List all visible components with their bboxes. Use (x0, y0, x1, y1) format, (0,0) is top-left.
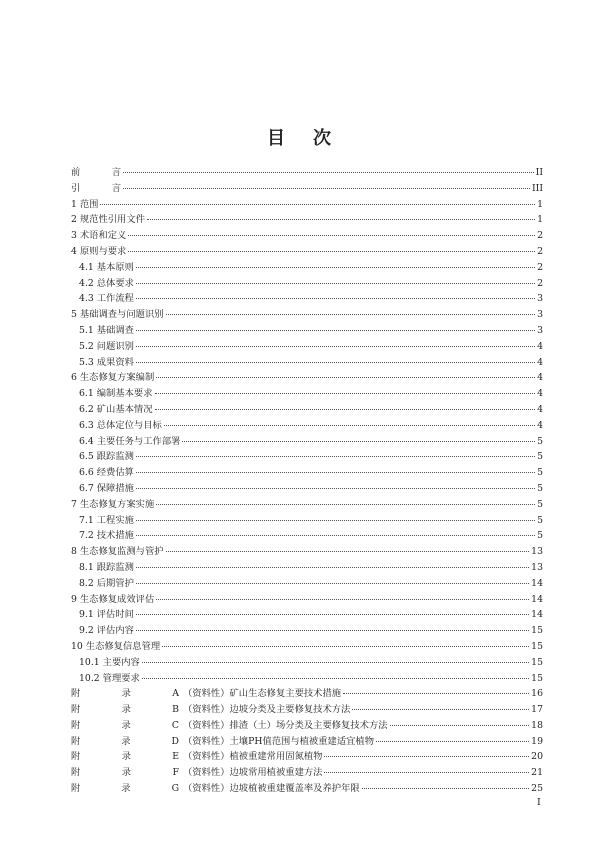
dot-leader (147, 219, 535, 220)
toc-entry-title: 10.2 管理要求 (79, 672, 140, 684)
toc-entry-title (71, 702, 350, 718)
toc-entry[interactable] (71, 655, 543, 671)
dot-leader (324, 756, 529, 757)
dot-leader (136, 614, 529, 615)
toc-entry[interactable] (71, 560, 543, 576)
toc-entry-page: 17 (531, 704, 543, 716)
toc-entry-title: 6.6 经费估算 (79, 467, 134, 479)
appendix-label-part: 附 (71, 783, 81, 795)
toc-entry-title: 9 生态修复成效评估 (71, 593, 155, 605)
toc-entry-title: 9.1 评估时间 (79, 609, 134, 621)
toc-entry[interactable] (71, 718, 543, 734)
toc-entry-title: 7.1 工程实施 (79, 514, 134, 526)
appendix-label-part: 录 (121, 719, 131, 731)
toc-entry[interactable] (71, 181, 543, 197)
toc-entry-title: 9.2 评估内容 (79, 625, 134, 637)
dot-leader (136, 520, 535, 521)
toc-entry[interactable] (71, 244, 543, 260)
toc-entry[interactable] (71, 702, 543, 718)
dot-leader (128, 235, 535, 236)
toc-entry-title: 1 范围 (71, 198, 99, 210)
toc-entry-page: 15 (531, 625, 543, 637)
dot-leader (136, 488, 535, 489)
toc-entry-page: 4 (537, 403, 543, 415)
toc-entry-title: 8 生态修复监测与管护 (71, 546, 164, 558)
toc-entry-page: 13 (531, 546, 543, 558)
toc-entry[interactable] (71, 497, 543, 513)
toc-entry-page: 5 (537, 482, 543, 494)
toc-entry-page: 20 (531, 751, 543, 763)
dot-leader (182, 441, 535, 442)
toc-entry-title: 10.1 主要内容 (79, 656, 140, 668)
dot-leader (324, 772, 529, 773)
appendix-title: （资料性）边坡常用植被重建方法 (183, 767, 323, 779)
appendix-title: （资料性）矿山生态修复主要技术措施 (183, 688, 342, 700)
dot-leader (136, 362, 535, 363)
toc-entry[interactable] (71, 212, 543, 228)
toc-entry-page: 18 (531, 719, 543, 731)
toc-entry[interactable] (71, 276, 543, 292)
toc-entry-title (71, 734, 374, 750)
appendix-label-part: 录 (121, 688, 131, 700)
toc-entry-title: 6.3 总体定位与目标 (79, 419, 162, 431)
dot-leader (343, 693, 529, 694)
toc-entry-title: 4 原则与要求 (71, 245, 127, 257)
toc-entry[interactable] (71, 197, 543, 213)
toc-entry-page: 3 (537, 309, 543, 321)
toc-entry-title: 6.1 编制基本要求 (79, 388, 153, 400)
toc-entry-page: 14 (531, 609, 543, 621)
dot-leader (166, 314, 536, 315)
appendix-label-part: A (172, 688, 179, 700)
appendix-label-part: 附 (71, 751, 81, 763)
appendix-label (71, 749, 179, 765)
appendix-label-part: B (172, 704, 179, 716)
toc-entry-title (71, 181, 121, 197)
toc-entry-title: 10 生态修复信息管理 (71, 640, 161, 652)
toc-entry[interactable] (71, 639, 543, 655)
appendix-title: （资料性）土壤PH值范围与植被重建适宜植物 (183, 735, 375, 747)
toc-entry[interactable] (71, 513, 543, 529)
appendix-label-part: 录 (121, 767, 132, 779)
appendix-label-part: G (171, 783, 179, 795)
toc-entry-page: 14 (531, 577, 543, 589)
appendix-title: （资料性）排渣（土）场分类及主要修复技术方法 (183, 719, 388, 731)
toc-entry[interactable] (71, 228, 543, 244)
dot-leader (136, 456, 535, 457)
dot-leader (136, 330, 535, 331)
toc-entry-title: 5 基础调查与问题识别 (71, 309, 164, 321)
toc-entry-page: 15 (531, 672, 543, 684)
toc-entry[interactable] (71, 307, 543, 323)
appendix-label-part: D (171, 735, 179, 747)
appendix-label-part: 附 (71, 735, 81, 747)
toc-entry-title: 6.7 保障措施 (79, 482, 134, 494)
appendix-label (71, 781, 179, 797)
toc-entry-page: II (535, 167, 543, 178)
toc-entry-title: 6.2 矿山基本情况 (79, 403, 153, 415)
table-of-contents (71, 165, 543, 797)
dot-leader (136, 630, 529, 631)
toc-entry-title: 3 术语和定义 (71, 230, 127, 242)
toc-entry-title-char: 前 (71, 167, 81, 178)
toc-entry[interactable] (71, 592, 543, 608)
toc-entry-title-char: 言 (111, 182, 121, 194)
toc-entry[interactable] (71, 418, 543, 434)
toc-entry[interactable] (71, 465, 543, 481)
toc-entry[interactable] (71, 686, 543, 702)
toc-entry-page: 16 (531, 688, 543, 700)
dot-leader (123, 188, 530, 189)
toc-entry-title (71, 718, 388, 734)
toc-entry-page: 15 (531, 640, 543, 652)
toc-entry-page: 4 (537, 372, 543, 384)
toc-entry-page: 13 (531, 561, 543, 573)
appendix-label (71, 734, 179, 750)
toc-entry-title (71, 686, 341, 702)
dot-leader (136, 267, 535, 268)
toc-entry-page: 5 (537, 530, 543, 542)
toc-entry[interactable] (71, 576, 543, 592)
toc-entry[interactable] (71, 386, 543, 402)
appendix-title: （资料性）边坡分类及主要修复技术方法 (183, 704, 351, 716)
dot-leader (136, 283, 535, 284)
dot-leader (136, 535, 535, 536)
dot-leader (362, 788, 530, 789)
toc-entry-title: 4.2 总体要求 (79, 277, 134, 289)
dot-leader (155, 393, 536, 394)
appendix-label-part: 录 (121, 735, 131, 747)
toc-entry-title: 4.3 工作流程 (79, 293, 134, 305)
toc-entry[interactable] (71, 607, 543, 623)
toc-entry-title: 2 规范性引用文件 (71, 214, 145, 226)
toc-entry-page: 5 (537, 514, 543, 526)
toc-entry-title-char: 引 (71, 182, 81, 194)
toc-entry[interactable] (71, 765, 543, 781)
appendix-label-part: 附 (71, 704, 81, 716)
toc-entry-title: 7 生态修复方案实施 (71, 498, 155, 510)
dot-leader (128, 251, 535, 252)
dot-leader (164, 425, 535, 426)
toc-entry-title (71, 749, 322, 765)
toc-entry-title: 6.5 跟踪监测 (79, 451, 134, 463)
toc-entry[interactable] (71, 481, 543, 497)
toc-entry-page: 21 (531, 767, 543, 779)
appendix-label-part: 附 (71, 719, 81, 731)
appendix-label-part: E (172, 751, 179, 763)
page-title (0, 124, 600, 150)
appendix-label (71, 718, 179, 734)
appendix-title: （资料性）边坡植被重建覆盖率及养护年限 (183, 783, 360, 795)
toc-entry-title (71, 165, 121, 181)
dot-leader (376, 741, 529, 742)
toc-entry[interactable] (71, 323, 543, 339)
toc-entry[interactable] (71, 339, 543, 355)
toc-entry[interactable] (71, 749, 543, 765)
dot-leader (162, 646, 529, 647)
appendix-label (71, 765, 179, 781)
toc-entry-page: 3 (537, 324, 543, 336)
toc-entry-title: 6.4 主要任务与工作部署 (79, 435, 181, 447)
dot-leader (390, 725, 530, 726)
toc-entry[interactable] (71, 291, 543, 307)
appendix-title: （资料性）植被重建常用固氮植物 (183, 751, 323, 763)
dot-leader (123, 172, 534, 173)
toc-entry-page: 19 (531, 735, 543, 747)
appendix-label-part: 附 (71, 767, 81, 779)
page-number: I (537, 797, 541, 808)
toc-entry-page: 5 (537, 498, 543, 510)
toc-entry-title-char: 言 (111, 167, 121, 178)
appendix-label-part: C (171, 719, 179, 731)
toc-entry-title: 4.1 基本原则 (79, 261, 134, 273)
appendix-label-part: 录 (121, 783, 131, 795)
toc-entry[interactable] (71, 528, 543, 544)
dot-leader (156, 504, 535, 505)
dot-leader (155, 409, 536, 410)
toc-entry-page: 1 (537, 214, 543, 226)
toc-entry-page: 15 (531, 656, 543, 668)
toc-entry-page: 2 (537, 277, 543, 289)
dot-leader (136, 346, 535, 347)
dot-leader (136, 583, 529, 584)
dot-leader (352, 709, 529, 710)
toc-entry-page: 1 (537, 198, 543, 210)
dot-leader (100, 204, 535, 205)
toc-entry-page: 2 (537, 245, 543, 257)
dot-leader (136, 472, 535, 473)
toc-entry-page: 4 (537, 419, 543, 431)
toc-entry-title: 8.1 跟踪监测 (79, 561, 134, 573)
toc-entry-title: 5.1 基础调查 (79, 324, 134, 336)
dot-leader (166, 551, 530, 552)
toc-entry-title: 6 生态修复方案编制 (71, 372, 155, 384)
toc-entry-page: 4 (537, 388, 543, 400)
toc-entry-page: 25 (531, 783, 543, 795)
appendix-label (71, 702, 179, 718)
toc-entry-page: 5 (537, 451, 543, 463)
toc-entry-title: 5.3 成果资料 (79, 356, 134, 368)
toc-entry[interactable] (71, 449, 543, 465)
toc-entry[interactable] (71, 544, 543, 560)
dot-leader (142, 662, 529, 663)
toc-entry-page: 4 (537, 356, 543, 368)
appendix-label-part: 录 (121, 751, 131, 763)
toc-entry[interactable] (71, 434, 543, 450)
toc-entry-title (71, 765, 322, 781)
toc-entry-page: 5 (537, 435, 543, 447)
appendix-label-part: F (172, 767, 179, 779)
toc-entry-page: 14 (531, 593, 543, 605)
dot-leader (156, 599, 529, 600)
toc-entry-page: III (531, 182, 543, 194)
toc-entry-title (71, 781, 360, 797)
toc-entry-page: 5 (537, 467, 543, 479)
appendix-label-part: 录 (121, 704, 131, 716)
toc-entry[interactable] (71, 781, 543, 797)
page-title-char: 次 (313, 128, 333, 149)
toc-entry[interactable] (71, 734, 543, 750)
toc-entry-page: 3 (537, 293, 543, 305)
toc-entry-title: 8.2 后期管护 (79, 577, 134, 589)
dot-leader (156, 377, 535, 378)
dot-leader (136, 567, 529, 568)
toc-entry[interactable] (71, 260, 543, 276)
toc-entry-title: 5.2 问题识别 (79, 340, 134, 352)
toc-entry[interactable] (71, 402, 543, 418)
dot-leader (142, 678, 529, 679)
toc-entry[interactable] (71, 623, 543, 639)
toc-entry[interactable] (71, 370, 543, 386)
toc-entry[interactable] (71, 671, 543, 687)
appendix-label (71, 686, 179, 702)
toc-entry-page: 4 (537, 340, 543, 352)
toc-entry[interactable] (71, 165, 543, 181)
toc-entry-title: 7.2 技术措施 (79, 530, 134, 542)
toc-entry[interactable] (71, 355, 543, 371)
dot-leader (136, 298, 535, 299)
toc-entry-page: 2 (537, 261, 543, 273)
appendix-label-part: 附 (71, 688, 81, 700)
toc-entry-page: 2 (537, 230, 543, 242)
page-title-char: 目 (267, 128, 287, 149)
